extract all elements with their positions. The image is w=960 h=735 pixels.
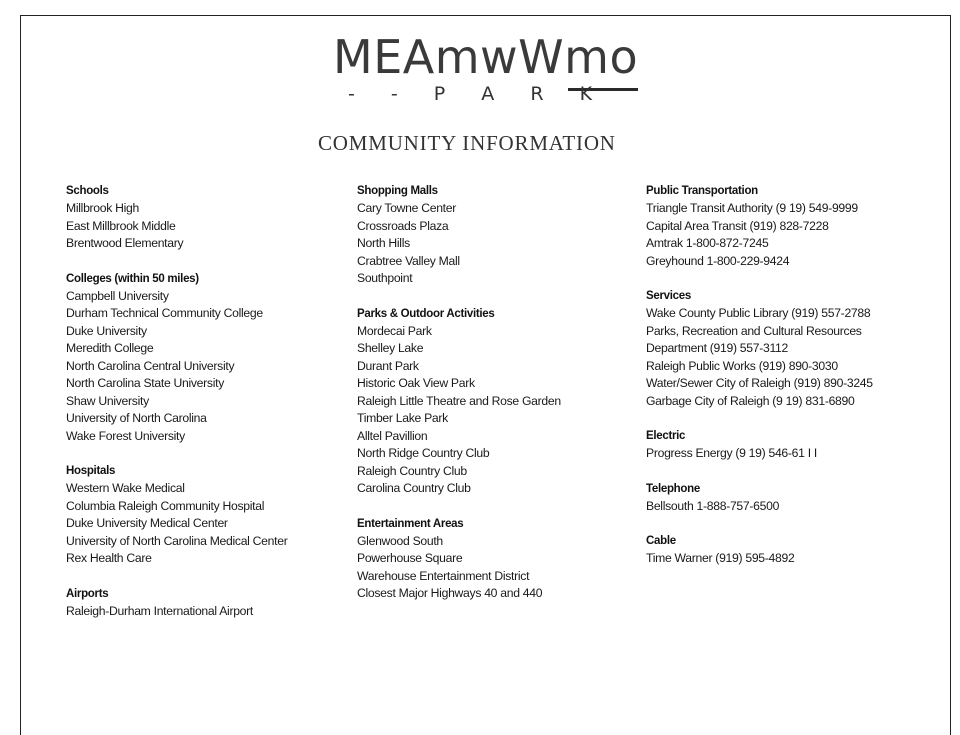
list-item: Columbia Raleigh Community Hospital [66, 498, 265, 513]
section-parks [357, 306, 637, 498]
list-item: Wake Forest University [66, 428, 185, 443]
list-item: Southpoint [357, 271, 413, 285]
section-heading: Parks & Outdoor Activities [357, 307, 495, 320]
list-item: Garbage City of Raleigh (9 19) 831-6890 [646, 393, 855, 408]
list-item: Glenwood South [357, 533, 443, 548]
section-cable [646, 533, 946, 568]
list-item: Raleigh-Durham International Airport [66, 603, 254, 618]
list-item: Powerhouse Square [357, 551, 463, 565]
list-item: Timber Lake Park [357, 411, 448, 425]
logo-subtitle: - - P A R K [348, 83, 608, 105]
section-heading: Services [646, 290, 691, 302]
list-item: East Millbrook Middle [66, 218, 176, 233]
list-item: University of North Carolina [66, 411, 207, 425]
list-item: Department (919) 557-3112 [646, 341, 788, 355]
list-item: Crabtree Valley Mall [357, 253, 460, 268]
list-item: North Carolina Central University [66, 358, 235, 373]
section-airports [66, 586, 336, 621]
list-item: Alltel Pavillion [357, 428, 428, 443]
section-heading: Schools [66, 185, 109, 197]
section-heading: Electric [646, 430, 686, 442]
info-column-2 [357, 183, 637, 621]
list-item: Historic Oak View Park [357, 376, 475, 390]
list-item: Greyhound 1-800-229-9424 [646, 253, 790, 268]
page-title: COMMUNITY INFORMATION [318, 131, 616, 155]
list-item: Parks, Recreation and Cultural Resources [646, 323, 862, 338]
list-item: Campbell University [66, 288, 169, 303]
section-telephone [646, 481, 946, 516]
list-item: Brentwood Elementary [66, 236, 184, 250]
section-shopping-malls [357, 183, 637, 288]
list-item: Raleigh Public Works (919) 890-3030 [646, 358, 838, 373]
section-heading: Telephone [646, 482, 700, 495]
list-item: Shaw University [66, 393, 149, 408]
list-item: Bellsouth 1-888-757-6500 [646, 498, 780, 513]
section-hospitals [66, 463, 336, 568]
section-heading: Shopping Malls [357, 185, 438, 197]
list-item: Mordecai Park [357, 323, 432, 338]
section-heading: Airports [66, 587, 109, 600]
section-heading: Public Transportation [646, 185, 758, 197]
list-item: Raleigh Country Club [357, 463, 467, 478]
list-item: Durant Park [357, 358, 419, 373]
list-item: Meredith College [66, 341, 154, 355]
list-item: North Carolina State University [66, 376, 225, 390]
info-column-3 [646, 183, 946, 586]
list-item: Wake County Public Library (919) 557-2788 [646, 306, 871, 320]
list-item: Closest Major Highways 40 and 440 [357, 586, 543, 600]
list-item: Cary Towne Center [357, 201, 456, 215]
section-entertainment [357, 516, 637, 603]
section-schools [66, 183, 336, 253]
list-item: Raleigh Little Theatre and Rose Garden [357, 393, 561, 408]
section-heading: Colleges (within 50 miles) [66, 272, 199, 285]
list-item: Capital Area Transit (919) 828-7228 [646, 218, 829, 233]
list-item: University of North Carolina Medical Center [66, 533, 288, 548]
section-services [646, 288, 946, 410]
list-item: Water/Sewer City of Raleigh (919) 890-3245 [646, 376, 873, 390]
list-item: Time Warner (919) 595-4892 [646, 551, 795, 565]
section-heading: Cable [646, 535, 676, 547]
info-column-1 [66, 183, 336, 638]
list-item: Carolina Country Club [357, 481, 471, 495]
list-item: Shelley Lake [357, 341, 424, 355]
list-item: Western Wake Medical [66, 481, 185, 495]
list-item: Rex Health Care [66, 551, 152, 565]
list-item: Progress Energy (9 19) 546-61 I I [646, 446, 817, 460]
list-item: North Ridge Country Club [357, 446, 490, 460]
section-electric [646, 428, 946, 463]
list-item: Duke University Medical Center [66, 516, 228, 530]
list-item: Duke University [66, 323, 147, 338]
list-item: Millbrook High [66, 201, 140, 215]
logo-wordmark: MEAmwWmo [333, 30, 639, 84]
section-heading: Entertainment Areas [357, 517, 464, 530]
list-item: Durham Technical Community College [66, 306, 263, 320]
list-item: Triangle Transit Authority (9 19) 549-9999 [646, 201, 858, 215]
list-item: Amtrak 1-800-872-7245 [646, 236, 769, 250]
section-heading: Hospitals [66, 465, 116, 477]
list-item: Crossroads Plaza [357, 218, 449, 233]
list-item: Warehouse Entertainment District [357, 568, 530, 583]
section-public-transportation [646, 183, 946, 270]
list-item: North Hills [357, 236, 410, 250]
section-colleges [66, 271, 336, 446]
